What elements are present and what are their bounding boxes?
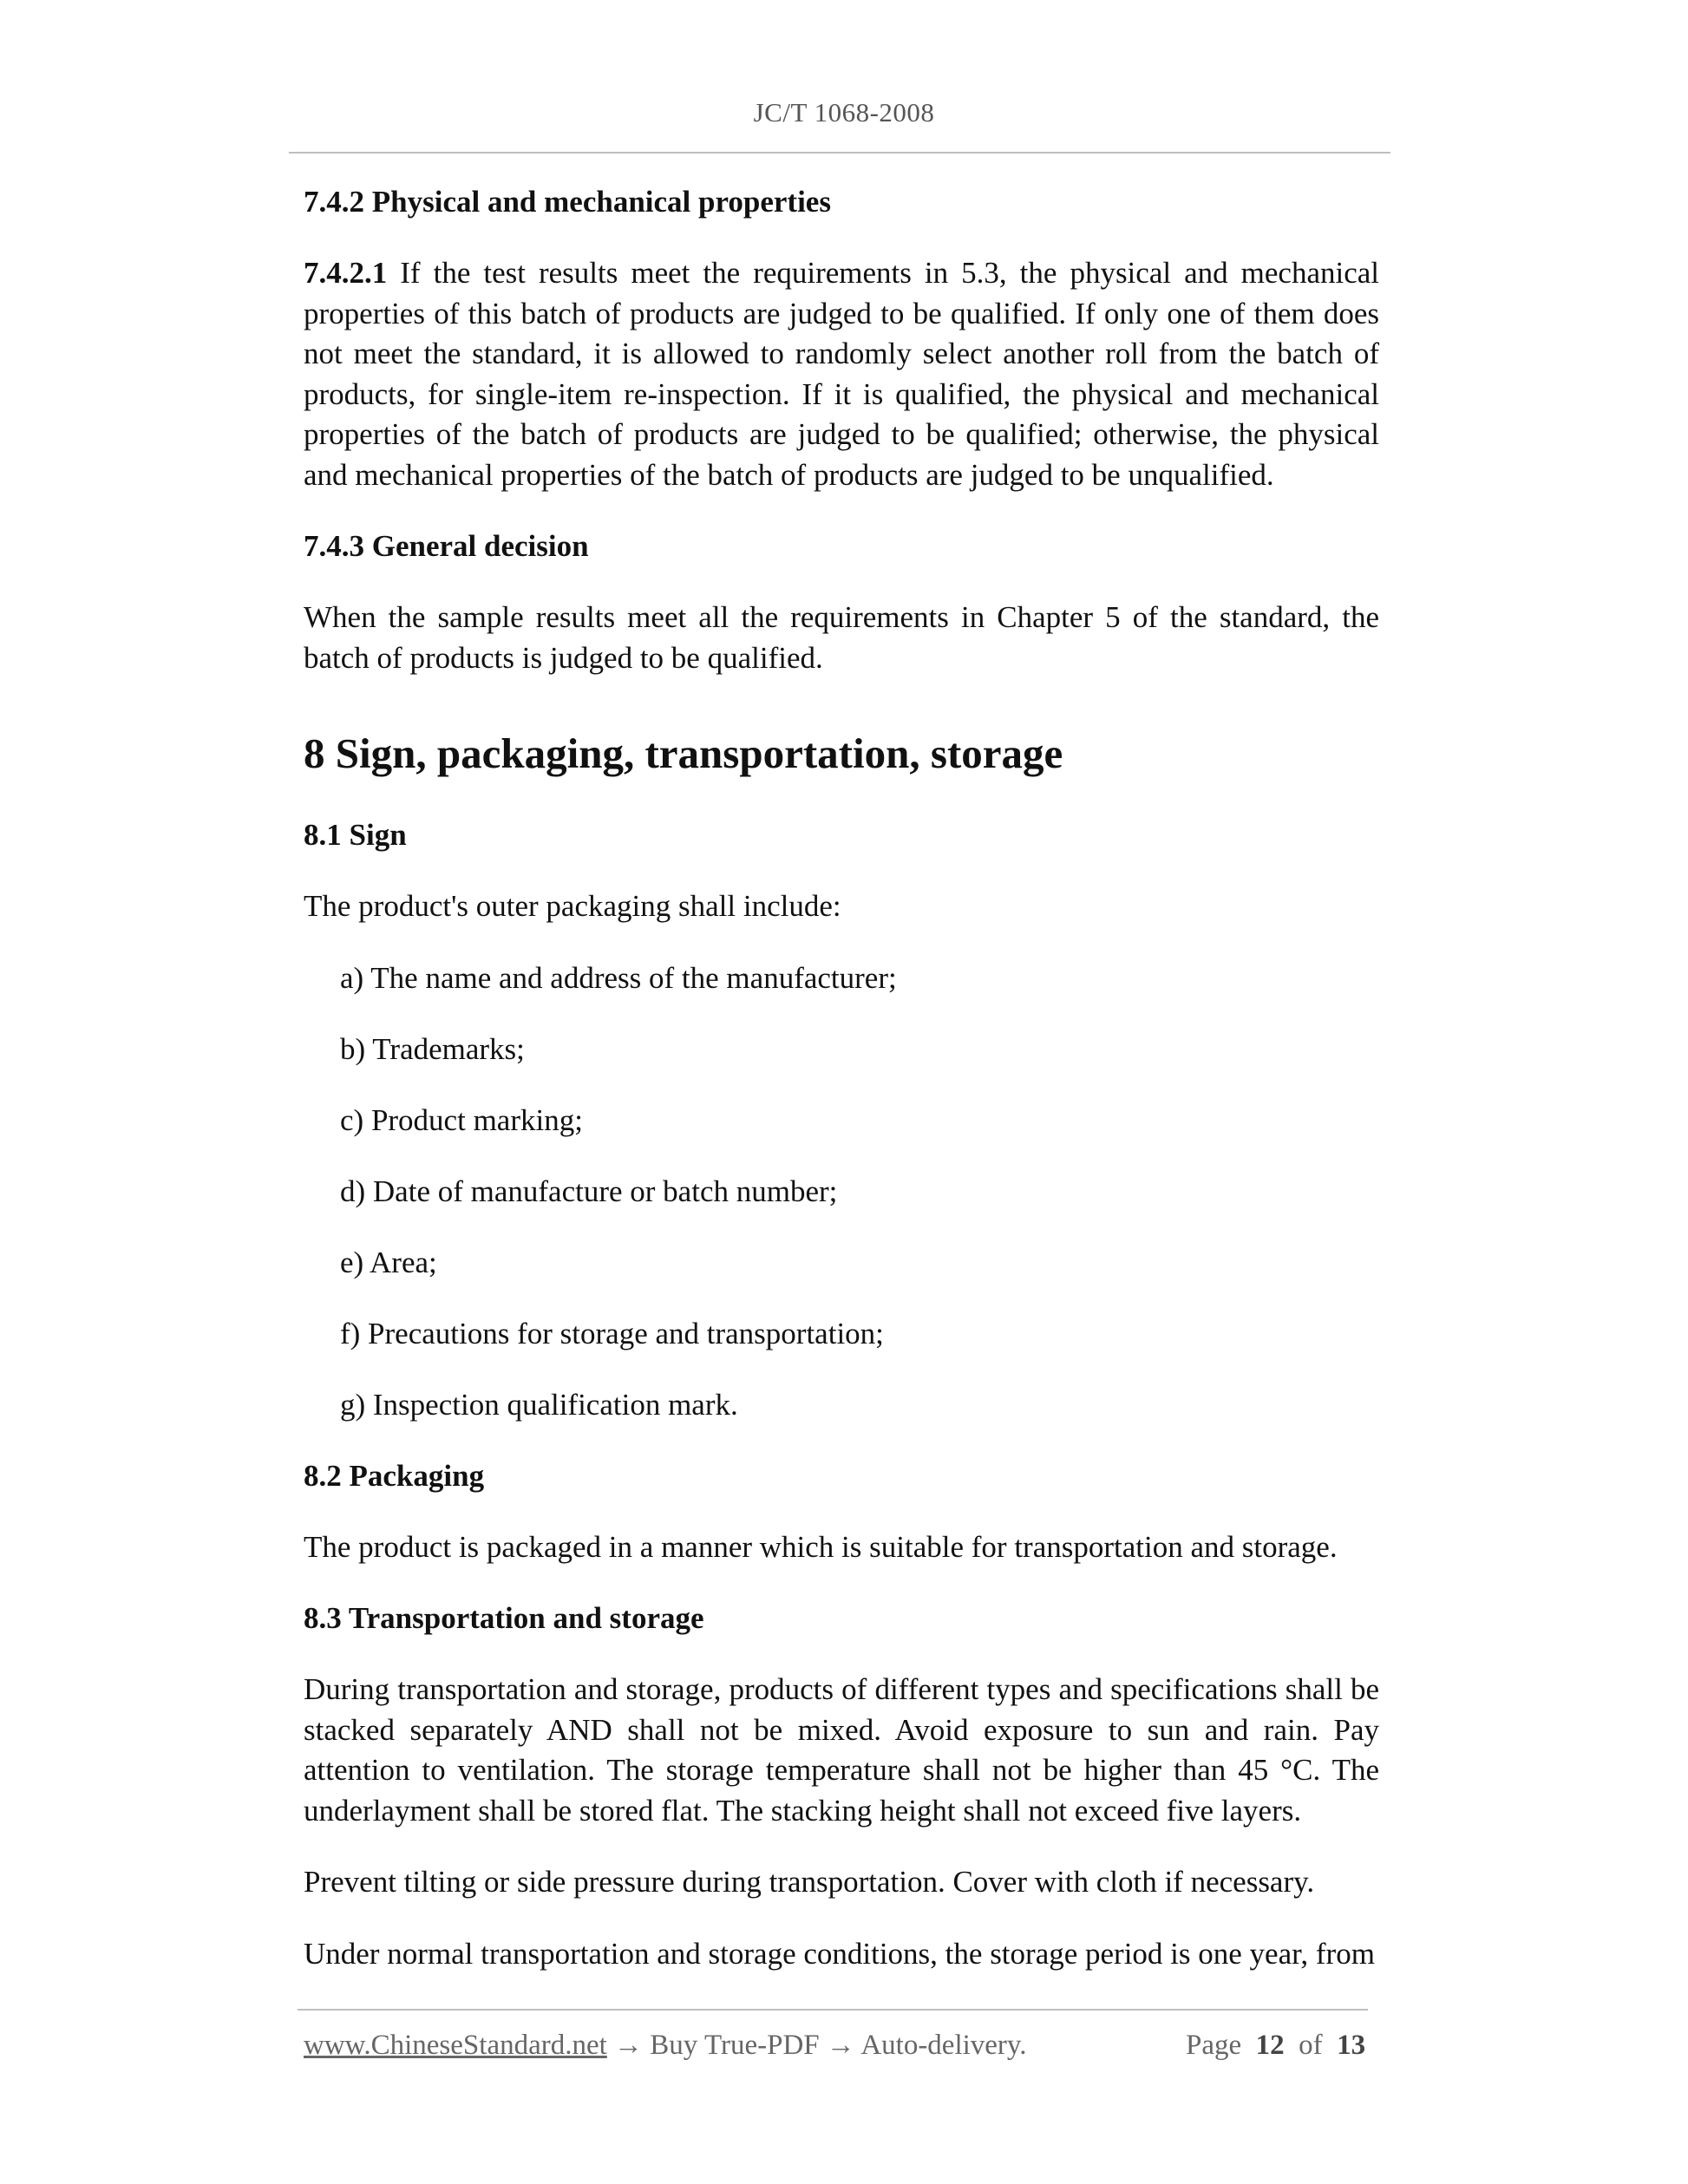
- auto-delivery-text: Auto-delivery.: [860, 2030, 1027, 2061]
- list-item: d) Date of manufacture or batch number;: [340, 1174, 838, 1208]
- header-divider: [289, 152, 1390, 154]
- section-8-2-paragraph: The product is packaged in a manner which is suitable for transportation and storage.: [304, 1529, 1338, 1564]
- page-content: [304, 182, 1379, 2005]
- section-8-1-heading: 8.1 Sign: [304, 818, 407, 852]
- section-7-4-3-paragraph: When the sample results meet all the requirements in Chapter 5 of the standard, the batch of products is judged to be qualified.: [304, 600, 1379, 675]
- chapter-8-heading: 8 Sign, packaging, transportation, storage: [304, 729, 1063, 777]
- section-8-1-intro: The product's outer packaging shall include:: [304, 889, 841, 923]
- list-item: g) Inspection qualification mark.: [340, 1387, 738, 1422]
- list-item: b) Trademarks;: [340, 1031, 525, 1066]
- section-7-4-3-heading: 7.4.3 General decision: [304, 529, 589, 563]
- section-8-3-heading: 8.3 Transportation and storage: [304, 1601, 704, 1635]
- page-indicator: [1186, 2030, 1365, 2062]
- section-8-3-paragraph-3: Under normal transportation and storage conditions, the storage period is one year, from: [304, 1936, 1375, 1971]
- section-8-3-paragraph-2: Prevent tilting or side pressure during transportation. Cover with cloth if necessary.: [304, 1865, 1315, 1899]
- arrow-right-icon: →: [614, 2030, 644, 2061]
- section-7-4-2-1-text: If the test results meet the requirements in 5.3, the physical and mechanical properties of this batch of products are judged to be qualified. If only one of them does not meet the standard, it is allowed to randomly select another roll from the batch of products, for single-item re-inspection. If it is qualified, the physical and mechanical properties of the batch of products are judged to be qualified; otherwise, the physical and mechanical properties of the batch of products are judged to be unqualified.: [304, 256, 1379, 492]
- arrow-right-icon: →: [826, 2030, 855, 2061]
- website-link[interactable]: www.ChineseStandard.net: [304, 2030, 607, 2061]
- footer-divider: [298, 2009, 1368, 2011]
- list-item: a) The name and address of the manufacturer;: [340, 960, 897, 995]
- list-item: f) Precautions for storage and transportation;: [340, 1316, 884, 1350]
- section-8-2-heading: 8.2 Packaging: [304, 1458, 485, 1493]
- page-of-label: of: [1299, 2030, 1323, 2061]
- list-item: e) Area;: [340, 1245, 437, 1279]
- section-7-4-2-heading: 7.4.2 Physical and mechanical properties: [304, 185, 831, 219]
- section-7-4-2-1-number: 7.4.2.1: [304, 256, 388, 290]
- footer-promo: [304, 2030, 1027, 2062]
- list-item: c) Product marking;: [340, 1102, 583, 1137]
- document-code-header: JC/T 1068-2008: [753, 97, 935, 128]
- page-current: 12: [1255, 2030, 1285, 2061]
- page-label: Page: [1186, 2030, 1242, 2061]
- page-total: 13: [1337, 2030, 1366, 2061]
- section-8-3-paragraph-1: During transportation and storage, products of different types and specifications shall be stacked separately AND shall not be mixed. Avoid exposure to sun and rain. Pay attention to ventilation. The storage temperature shall not be higher than 45 °C. The underlayment shall be stored flat. The stacking height shall not exceed five layers.: [304, 1672, 1379, 1828]
- section-7-4-2-1-paragraph: [304, 253, 1379, 495]
- buy-true-pdf-text: Buy True-PDF: [650, 2030, 820, 2061]
